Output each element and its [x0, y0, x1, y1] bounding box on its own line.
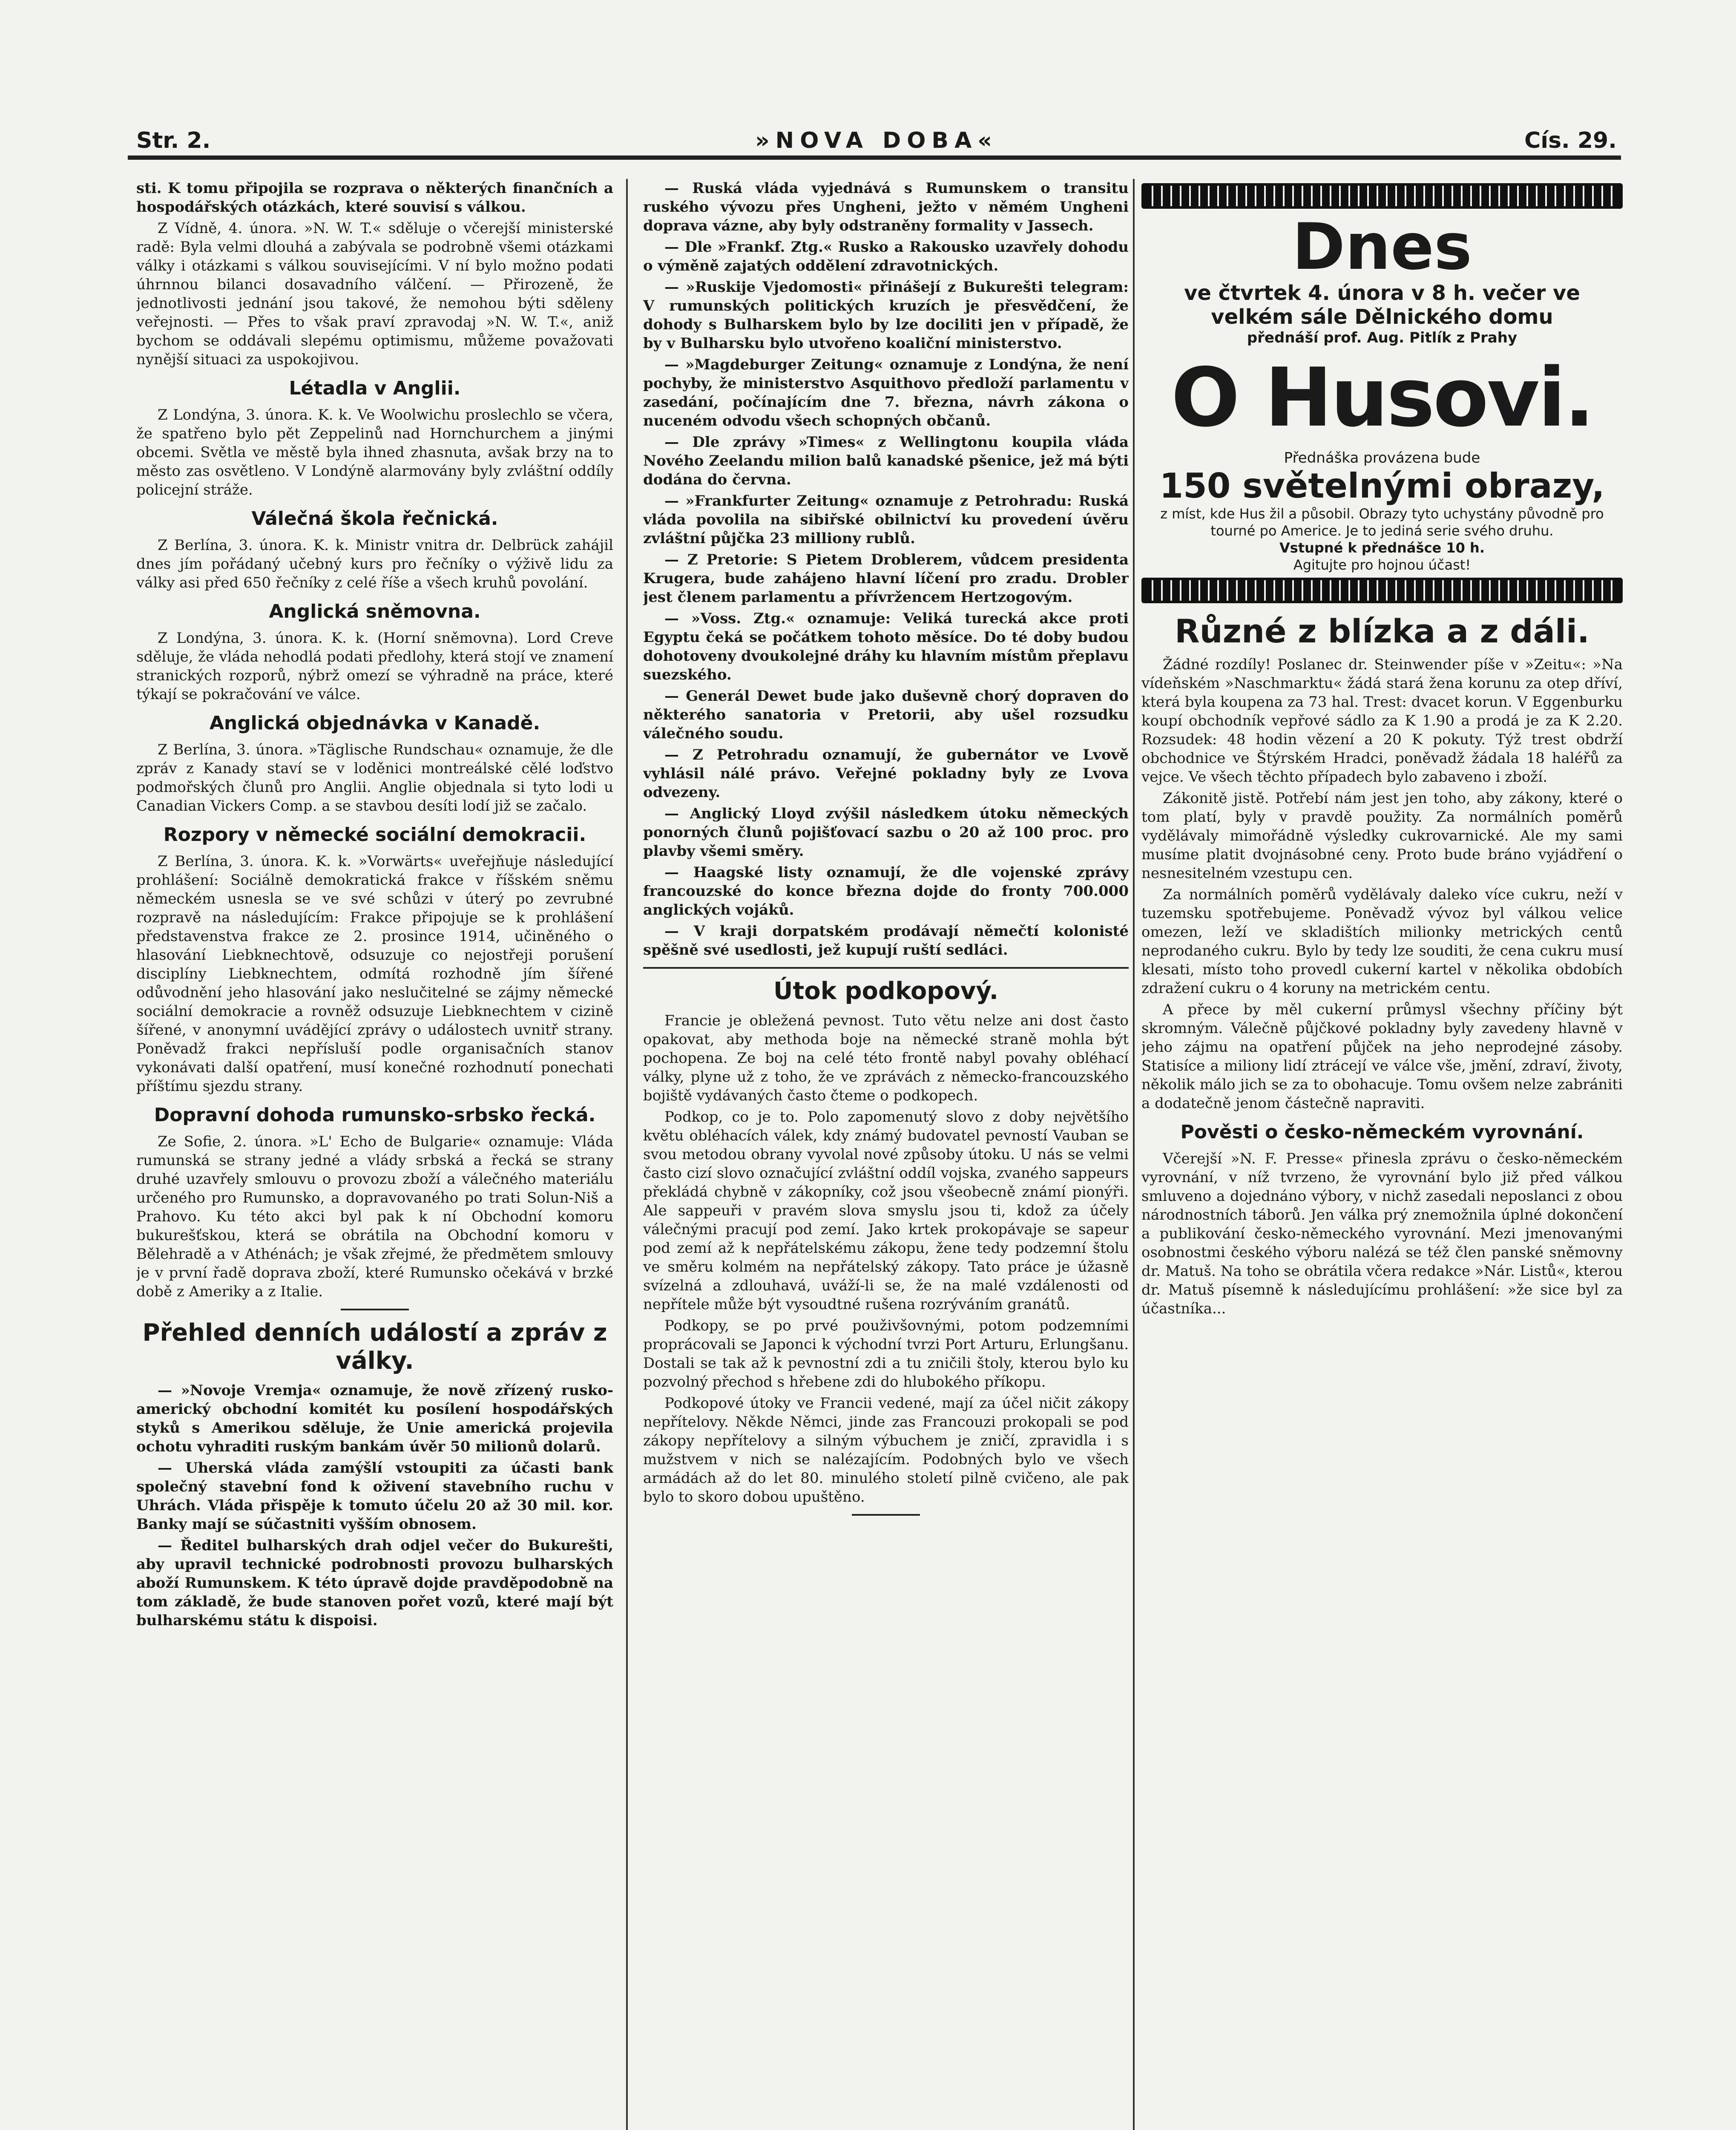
news-item: — Dle »Frankf. Ztg.« Rusko a Rakousko uzavřely dohodu o výměně zajatých oddělení zdravotnických.	[643, 239, 1129, 274]
news-item: — Uherská vláda zamýšlí vstoupiti za účasti bank společný stavební fond k oživení stavebního ruchu v Uhrách. Vláda přispěje k tomuto účelu 20 až 30 mil. kor. Banky mají se súčastniti vyšším obnosem.	[136, 1459, 613, 1533]
news-item: — »Frankfurter Zeitung« oznamuje z Petrohradu: Ruská vláda povolila na sibiřské obilnictví ku provedení úvěru zvláštní půjčka 23 milliony rublů.	[643, 492, 1129, 547]
section-headline: Útok podkopový.	[773, 977, 998, 1005]
section-divider	[643, 967, 1129, 969]
ad-call: Agitujte pro hojnou účast!	[1293, 557, 1471, 573]
ad-slides: 150 světelnými obrazy,	[1159, 466, 1605, 506]
section-divider	[341, 1309, 409, 1310]
article-paragraph: Zákonitě jistě. Potřebí nám jest jen toho, aby zákony, které o tom platí, byly v pravdě použity. Za normálních poměrů vydělávaly mimořádně výsledky cukrovarnické. Ale my sami musíme platit dvojnásobné ceny. Proto bude bráno vyjádření o nesnesitelném vzestupu cen.	[1141, 790, 1623, 882]
article-paragraph: Ze Sofie, 2. února. »L' Echo de Bulgarie« oznamuje: Vláda rumunská se strany jedné a vlády srbská a řecká se strany druhé uzavřely smlouvu o provozu zboží a válečného materiálu určeného pro Rumunsko, a dopravovaného po trati Solun-Niš a Prahovo. Ku této akci byl pak k ní Obchodní komoru bukurešťskou, která se obrátila na Obchodní komoru v Bělehradě a v Athénách; je však zřejmé, že předmětem smlouvy je v první řadě doprava zboží, které Rumunsko očekává v brzké době z Ameriky a z Italie.	[136, 1133, 613, 1300]
article-paragraph: Za normálních poměrů vydělávaly daleko více cukru, neží v tuzemsku spotřebujeme. Poněvadž vývoz byl válkou velice omezen, leží ve skladištích milionky metrických centů neprodaného cukru. Bylo by tedy lze souditi, že cena cukru musí klesati, místo toho provedl cukerní kartel v několika obdobích zdražení cukru o 4 koruny na metrickém centu.	[1141, 886, 1623, 997]
headline: Dopravní dohoda rumunsko-srbsko řecká.	[154, 1104, 596, 1126]
ad-speaker: přednáší prof. Aug. Pitlík z Prahy	[1247, 329, 1518, 346]
news-item: — »Magdeburger Zeitung« oznamuje z Londýna, že není pochyby, že ministerstvo Asquithovo předloží parlamentu v zasedání, počínajícím dne 7. března, návrh zákona o nuceném odvodu všech schopných občanů.	[643, 356, 1129, 429]
headline: Anglická objednávka v Kanadě.	[209, 712, 540, 734]
ad-admission: Vstupné k přednášce 10 h.	[1279, 540, 1485, 556]
article-paragraph: Podkopové útoky ve Francii vedené, mají za účel ničit zákopy nepřítelovy. Někde Němci, jinde zas Francouzi prokopali se pod zákopy nepřítelovy a silným výbuchem je zničí, zpravidla i s mužstvem v nich se nalézajícím. Podobných bylo ve všech armádách až do let 80. minulého století pilně cvičeno, ale pak bylo to skoro dobou upuštěno.	[643, 1395, 1129, 1505]
article-paragraph: Podkop, co je to. Polo zapomenutý slovo z doby největšího květu obléhacích válek, kdy známý budovatel pevností Vauban se svou metodou obrany vyvolal nové způsoby útoku. U nás se velmi často cizí slovo označující zvláštní oddíl vojska, zvaného sappeurs překládá chybně v zákopníky, což jsou všeobecně známí pionýři. Ale sappeuři v pravém slova smyslu jsou ti, kdož za účely válečnými pracují pod zemí. Jako krtek prokopávaje se sapeur pod zemí až k nepřátelskému zákopu, žene tedy podzemní štolu ve směru kolmém na nepřátelský zákopy. Tato práce je úžasně svízelná a zdlouhavá, uváží-li se, že na malé vzdálenosti od nepřítele může být vysoudtné rušena rozrýváním granátů.	[643, 1108, 1129, 1313]
article-paragraph: A přece by měl cukerní průmysl všechny příčiny být skromným. Válečně půjčkové pokladny byly zavedeny hlavně v jeho zájmu na opatření půjček na jeho neprodejné zásoby. Statisíce a miliony lidí ztrácejí ve válce vše, jmění, zdraví, životy, několik málo jich se za to obohacuje. Tomu ovšem nelze zabrániti a dodatečně jenom částečně napraviti.	[1141, 1001, 1623, 1112]
news-item: — Haagské listy oznamují, že dle vojenské zprávy francouzské do konce března dojde do fronty 700.000 anglických vojáků.	[643, 864, 1129, 918]
issue-number: Cís. 29.	[1524, 128, 1617, 153]
news-item: — »Voss. Ztg.« oznamuje: Veliká turecká akce proti Egyptu čeká se počátkem tohoto měsíce. Do té doby budou dohotoveny dvoukolejné dráhy ku hlavním místům přeplavu suezského.	[643, 610, 1129, 683]
news-item: — »Novoje Vremja« oznamuje, že nově zřízený rusko-americký obchodní komitét ku posílení hospodářských styků s Amerikou sděluje, že Unie americká projevila ochotu vyhraditi ruským bankám úvěr 50 milionů dolarů.	[136, 1382, 613, 1455]
article-paragraph: Žádné rozdíly! Poslanec dr. Steinwender píše v »Zeitu«: »Na vídeňském »Naschmarktu« žádá stará žena korunu za otep dříví, která byla koupena za 73 hal. Trest: dvacet korun. V Eggenburku koupí obchodník vepřové sádlo za K 1.90 a prodá je za K 2.20. Rozsudek: 48 hodin vězení a 20 K pokuty. Týž trest obdrží obchodnice ve Štýrském Hradci, poněvadž žádala 18 haléřů za vejce. Ve všech těchto případech bylo zabaveno i zboží.	[1141, 656, 1623, 786]
article-paragraph: Francie je obležená pevnost. Tuto větu nelze ani dost často opakovat, aby methoda boje na německé straně mohla být pochopena. Ze boj na celé této frontě nabyl povahy obléhací války, plyne už z toho, že ve zprávách z německo-francouzského bojiště vydávaných často čteme o podkopech.	[643, 1012, 1129, 1104]
section-headline: Různé z blízka a z dáli.	[1175, 612, 1589, 650]
column-1	[136, 179, 613, 2130]
column-2	[643, 179, 1129, 2130]
section-headline: Přehled denních událostí a zpráv z války.	[142, 1319, 607, 1375]
column-rule-1	[626, 179, 628, 2130]
news-item: — Generál Dewet bude jako duševně chorý dopraven do některého sanatoria v Pretorii, aby ušel rozsudku válečného soudu.	[643, 688, 1129, 742]
article-paragraph: Z Londýna, 3. února. K. k. Ve Woolwichu proslechlo se včera, že spatřeno bylo pět Zeppelinů nad Hornchurchem a jinými obcemi. Světla ve městě byla ihned zhasnuta, avšak brzy na to město zas osvětleno. V Londýně alarmovány byly zvláštní oddíly policejní stráže.	[136, 406, 613, 498]
article-paragraph: Z Berlína, 3. února. K. k. Ministr vnitra dr. Delbrück zahájil dnes jím pořádaný učebný kurs pro řečníky o výživě lidu za války asi před 650 řečníky z celé říše a všech kruhů povolání.	[136, 537, 613, 591]
news-item: — Ruská vláda vyjednává s Rumunskem o transitu ruského vývozu přes Ungheni, ježto v němém Ungheni doprava vázne, aby byly odstraněny formality v Jassech.	[643, 180, 1129, 234]
headline: Anglická sněmovna.	[269, 601, 481, 622]
news-item: — Z Petrohradu oznamují, že gubernátor ve Lvově vyhlásil nálé právo. Veřejné pokladny byly ze Lvova odvezeny.	[643, 746, 1129, 801]
ornamental-border	[1141, 578, 1623, 603]
headline: Pověsti o česko-německém vyrovnání.	[1180, 1121, 1584, 1143]
headline: Rozpory v německé sociální demokracii.	[163, 824, 586, 846]
article-paragraph: Podkopy, se po prvé použivšovnými, potom podzemními proprácovali se Japonci k východní tvrzi Port Arturu, Erlungšanu. Dostali se tak až k pevnostní zdi a tu zničili štoly, kterou bylo ku pozvolný přechod s hřebene zdi do hlubokého příkopu.	[643, 1317, 1129, 1390]
headline: Válečná škola řečnická.	[251, 508, 498, 530]
masthead-title: »NOVA DOBA«	[755, 128, 998, 153]
ad-date: ve čtvrtek 4. února v 8 h. večer ve	[1184, 281, 1580, 305]
news-item: — »Ruskije Vjedomosti« přinášejí z Bukurešti telegram: V rumunských politických kruzích je přesvědčení, že dohody s Bulharskem bylo by lze dociliti jen v případě, že by v Bulharsku bylo utvořeno koaliční ministerstvo.	[643, 279, 1129, 352]
section-divider	[852, 1514, 920, 1516]
page-number: Str. 2.	[136, 128, 211, 153]
intro-paragraph: sti. K tomu připojila se rozprava o některých finančních a hospodářských otázkách, které souvisí s válkou.	[136, 180, 613, 216]
news-item: — Ředitel bulharských drah odjel večer do Bukurešti, aby upravil technické podrobnosti provozu bulharských aboží Rumunskem. K této úpravě dojde pravděpodobně na tom základě, že bude stanoven pořet vozů, které mají být bulharskému státu k dispoisi.	[136, 1537, 613, 1629]
ornamental-border	[1141, 183, 1623, 209]
news-item: — Z Pretorie: S Pietem Droblerem, vůdcem presidenta Krugera, bude zahájeno hlavní líčení pro zradu. Drobler jest členem parlamentu a přívržencem Hertzogovým.	[643, 551, 1129, 606]
article-paragraph: Z Vídně, 4. února. »N. W. T.« sděluje o včerejší ministerské radě: Byla velmi dlouhá a zabývala se podrobně všemi otázkami války i otázkami s válkou souvisejícími. V ní bylo možno podati úhrnnou bilanci dosavadního válčení. — Přirozeně, že jednotlivosti jednání jsou takové, že nemohou býti sděleny veřejnosti. — Přes to však praví zpravodaj »N. W. T.«, aniž bychom se oddávali slepému optimismu, můžeme považovati nynější situaci za uspokojivou.	[136, 220, 613, 368]
news-item: — Dle zprávy »Times« z Wellingtonu koupila vláda Nového Zeelandu milion balů kanadské pšenice, jež má býti dodána do června.	[643, 434, 1129, 488]
ad-subtitle: Přednáška provázena bude	[1284, 449, 1480, 466]
ad-dnes: Dnes	[1292, 210, 1472, 284]
article-paragraph: Z Berlína, 3. února. K. k. »Vorwärts« uveřejňuje následující prohlášení: Sociálně demokratická frakce v říšském sněmu německém usnesla se ve své schůzi v úterý po zevrubné rozpravě na následujícím: Frakce připojuje se k prohlášení představenstva frakce ze 2. prosince 1914, učiněného o hlasování Liebknechtově, odsuzuje co nejostřeji porušení disciplíny Liebknechtem, odmítá rozhodně jím šířené odůvodnění jeho hlasování jako neslučitelné se zájmy německé sociální demokracie a rovněž odsuzuje Liebknechtem v cizině šířené, v anonymní uvádějící zprávy o událostech uvnitř strany. Poněvadž frakci nepřísluší podle organisačních stanov vykonávati další opatření, musí konečné rozhodnutí ponechati příštímu sjezdu strany.	[136, 853, 613, 1095]
article-paragraph: Z Berlína, 3. února. »Täglische Rundschau« oznamuje, že dle zpráv z Kanady staví se v loděnici montreálské cělé loďstvo podmořských člunů pro Anglii. Anglie objednala si tyto lodi u Canadian Vickers Comp. a se stavbou desíti lodí již se začalo.	[136, 741, 613, 815]
lecture-advertisement	[1141, 210, 1623, 573]
ad-note: z míst, kde Hus žil a působil. Obrazy tyto uchystány původně pro tourné po Americe. Je to jediná serie svého druhu.	[1160, 506, 1604, 539]
article-paragraph: Včerejší »N. F. Presse« přinesla zprávu o česko-německém vyrovnání, v níž tvrzeno, že vyrovnání bylo již před válkou smluveno a dojednáno výbory, v nichž zasedali neposlanci z obou národnostních táborů. Jen válka prý znemožnila úplné dokončení a publikování česko-německého vyrovnání. Mezi jmenovanými osobnostmi českého výboru nalézá se též člen panské sněmovny dr. Matuš. Na toho se obrátila včera redakce »Nár. Listů«, kterou dr. Matuš písemně k následujícímu prohlášení: »že sice byl za účastníka...	[1141, 1150, 1623, 1317]
ad-title: O Husovi.	[1171, 351, 1593, 445]
header-rule	[128, 155, 1621, 160]
article-paragraph: Z Londýna, 3. února. K. k. (Horní sněmovna). Lord Creve sděluje, že vláda nehodlá podati předlohy, která stojí ve znamení stranických rozporů, nýbrž omezí se výhradně na práce, které týkají se pokračování ve válce.	[136, 630, 613, 703]
column-3	[1141, 179, 1623, 2130]
news-item: — V kraji dorpatském prodávají němečtí kolonisté spěšně své usedlosti, jež kupují ruští sedláci.	[643, 923, 1129, 958]
news-item: — Anglický Lloyd zvýšil následkem útoku německých ponorných člunů pojišťovací sazbu o 20 až 100 proc. pro plavby všemi směry.	[643, 805, 1129, 860]
column-rule-2	[1133, 179, 1135, 2130]
headline: Létadla v Anglii.	[289, 377, 461, 399]
ad-venue: velkém sále Dělnického domu	[1211, 305, 1553, 329]
